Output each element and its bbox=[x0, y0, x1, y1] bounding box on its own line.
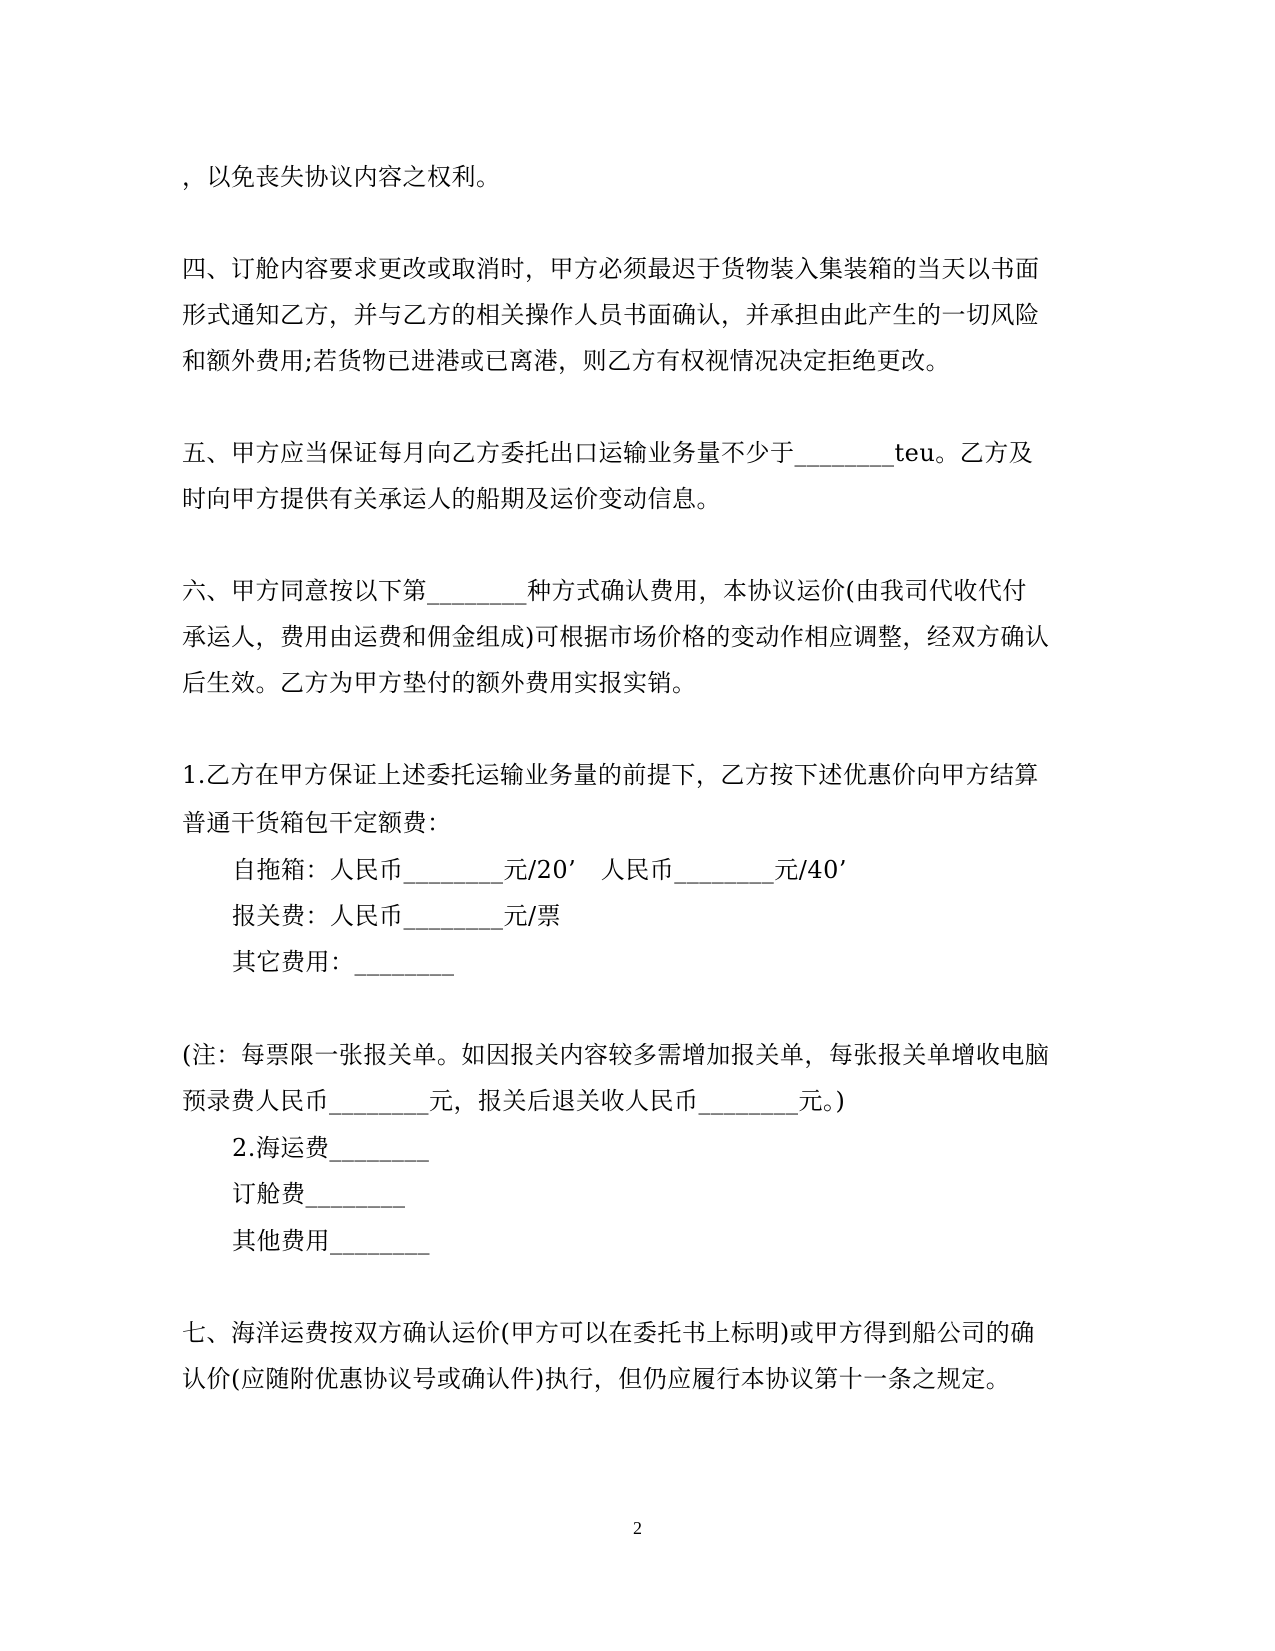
booking-fee-line: 订舱费________ bbox=[232, 1180, 406, 1208]
self-towing-fee-line: 自拖箱：人民币________元/20’ 人民币________元/40’ bbox=[232, 856, 848, 884]
other-charges-line: 其他费用________ bbox=[232, 1227, 430, 1255]
item-1-line-2: 普通干货箱包干定额费： bbox=[182, 809, 452, 837]
clause-5-line-1: 五、甲方应当保证每月向乙方委托出口运输业务量不少于________teu。乙方及 bbox=[182, 439, 1034, 467]
clause-7-line-2: 认价(应随附优惠协议号或确认件)执行，但仍应履行本协议第十一条之规定。 bbox=[182, 1365, 1011, 1393]
note-line-2: 预录费人民币________元，报关后退关收人民币________元。) bbox=[182, 1087, 846, 1115]
ocean-freight-line: 2.海运费________ bbox=[232, 1134, 430, 1162]
clause-6-line-1: 六、甲方同意按以下第________种方式确认费用，本协议运价(由我司代收代付 bbox=[182, 577, 1027, 605]
clause-4-line-2: 形式通知乙方，并与乙方的相关操作人员书面确认，并承担由此产生的一切风险 bbox=[182, 301, 1040, 329]
item-1-line-1: 1.乙方在甲方保证上述委托运输业务量的前提下，乙方按下述优惠价向甲方结算 bbox=[182, 761, 1039, 789]
text-line: ，以免丧失协议内容之权利。 bbox=[182, 163, 501, 191]
clause-5-line-2: 时向甲方提供有关承运人的船期及运价变动信息。 bbox=[182, 485, 721, 513]
customs-fee-line: 报关费：人民币________元/票 bbox=[232, 902, 562, 930]
other-fees-line: 其它费用：________ bbox=[232, 948, 455, 976]
clause-6-line-3: 后生效。乙方为甲方垫付的额外费用实报实销。 bbox=[182, 669, 697, 697]
clause-4-line-1: 四、订舱内容要求更改或取消时，甲方必须最迟于货物装入集装箱的当天以书面 bbox=[182, 255, 1040, 283]
page-number: 2 bbox=[633, 1518, 642, 1538]
note-line-1: (注：每票限一张报关单。如因报关内容较多需增加报关单，每张报关单增收电脑 bbox=[182, 1041, 1050, 1069]
clause-6-line-2: 承运人，费用由运费和佣金组成)可根据市场价格的变动作相应调整，经双方确认 bbox=[182, 623, 1050, 651]
clause-4-line-3: 和额外费用;若货物已进港或已离港，则乙方有权视情况决定拒绝更改。 bbox=[182, 347, 951, 375]
clause-7-line-1: 七、海洋运费按双方确认运价(甲方可以在委托书上标明)或甲方得到船公司的确 bbox=[182, 1319, 1035, 1347]
